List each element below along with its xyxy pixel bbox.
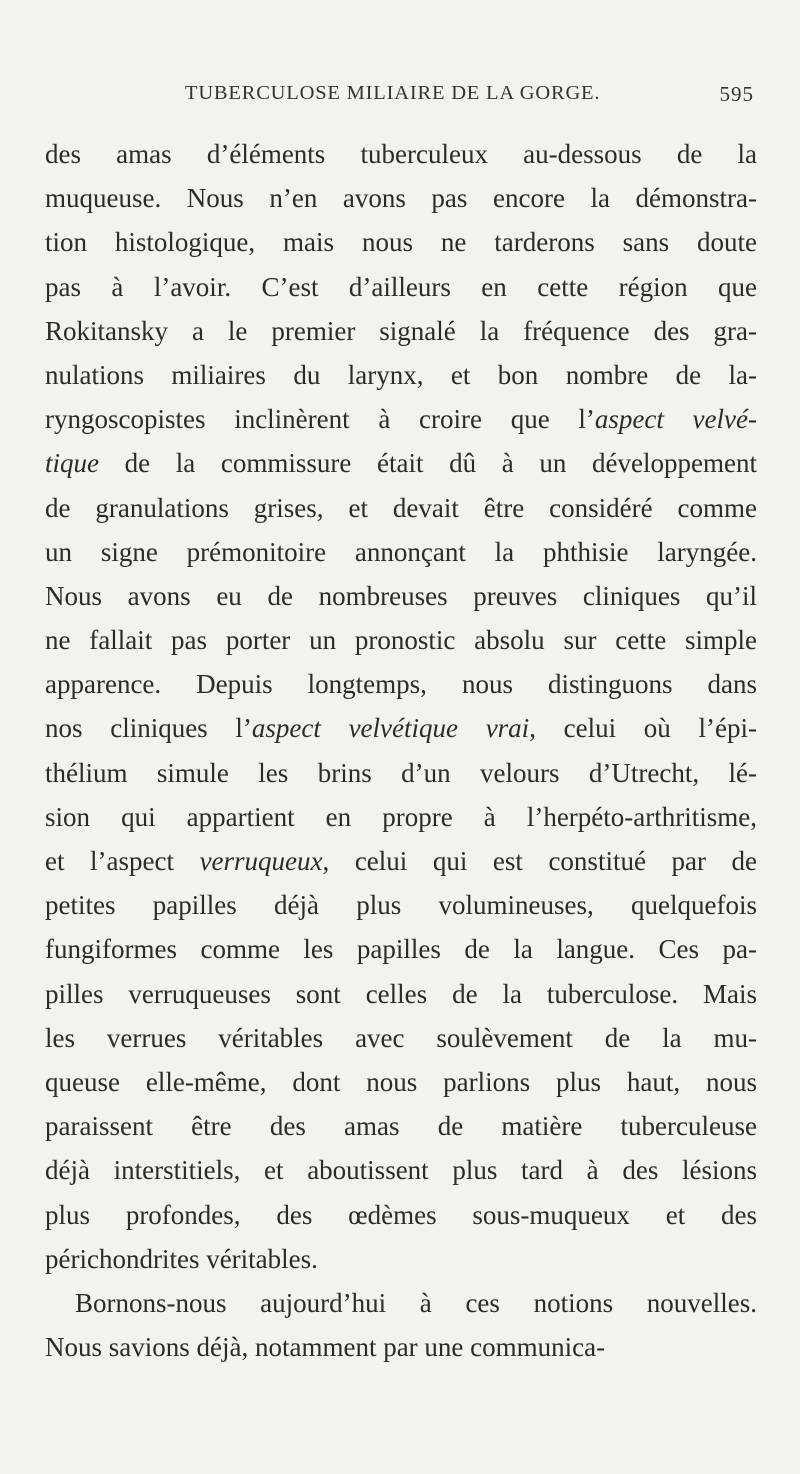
- text-line: [45, 1281, 757, 1325]
- text-line: [45, 397, 757, 441]
- italic-text: aspect velvé-: [594, 404, 757, 435]
- text-run: , celui où l’épi-: [529, 713, 757, 744]
- text-line: [45, 574, 757, 618]
- text-run: fungiformes comme les papilles de la langue. Ces pa-: [45, 934, 757, 965]
- text-run: déjà interstitiels, et aboutissent plus tard à des lésions: [45, 1155, 757, 1186]
- text-run: muqueuse. Nous n’en avons pas encore la démonstra-: [45, 183, 757, 214]
- text-run: petites papilles déjà plus volumineuses, quelquefois: [45, 890, 757, 921]
- italic-text: aspect velvétique vrai: [251, 713, 530, 744]
- text-line: [45, 795, 757, 839]
- text-run: de la commissure était dû à un développement: [99, 448, 757, 479]
- text-line: [45, 1060, 757, 1104]
- text-line: [45, 220, 757, 264]
- text-run: , celui qui est constitué par de: [322, 846, 757, 876]
- text-line: [45, 441, 757, 485]
- text-line: [45, 353, 757, 397]
- text-run: nos cliniques l’: [45, 713, 252, 744]
- text-run: Nous avons eu de nombreuses preuves cliniques qu’il: [45, 580, 757, 611]
- text-line: [45, 1148, 757, 1192]
- text-line: [45, 1104, 757, 1148]
- text-run: thélium simule les brins d’un velours d’Utrecht, lé-: [45, 757, 757, 788]
- text-run: de granulations grises, et devait être considéré comme: [45, 492, 757, 523]
- text-line: [45, 751, 757, 795]
- text-line: [45, 309, 757, 353]
- italic-text: tique: [45, 448, 99, 479]
- text-line: [45, 1193, 757, 1237]
- text-run: pilles verruqueuses sont celles de la tuberculose. Mais: [45, 978, 757, 1009]
- text-run: tion histologique, mais nous ne tarderons sans doute: [45, 227, 757, 258]
- body-text: [45, 132, 757, 1369]
- text-line: [45, 176, 757, 220]
- running-head: [0, 82, 800, 118]
- page-number: 595: [719, 82, 754, 106]
- text-run: Nous savions déjà, notamment par une communica-: [45, 1332, 606, 1363]
- text-line: [45, 530, 757, 574]
- text-line: [45, 883, 757, 927]
- text-run: paraissent être des amas de matière tuberculeuse: [45, 1111, 757, 1142]
- text-run: périchondrites véritables.: [45, 1243, 318, 1274]
- text-line: [45, 972, 757, 1016]
- text-run: pas à l’avoir. C’est d’ailleurs en cette région que: [45, 271, 757, 302]
- text-run: ryngoscopistes inclinèrent à croire que l’: [45, 404, 595, 435]
- text-run: Bornons-nous aujourd’hui à ces notions nouvelles.: [75, 1287, 757, 1318]
- text-line: [45, 1325, 757, 1369]
- text-run: queuse elle-même, dont nous parlions plus haut, nous: [45, 1066, 757, 1097]
- text-line: [45, 265, 757, 309]
- text-line: [45, 1237, 757, 1281]
- text-line: [45, 132, 757, 176]
- text-run: Rokitansky a le premier signalé la fréquence des gra-: [45, 315, 757, 346]
- text-line: [45, 839, 757, 883]
- text-run: ne fallait pas porter un pronostic absolu sur cette simple: [45, 625, 757, 656]
- italic-text: verruqueux: [199, 846, 323, 876]
- text-line: [45, 706, 757, 750]
- text-run: sion qui appartient en propre à l’herpéto-arthritisme,: [45, 801, 757, 832]
- text-line: [45, 1016, 757, 1060]
- text-line: [45, 927, 757, 971]
- text-run: un signe prémonitoire annonçant la phthisie laryngée.: [45, 536, 757, 567]
- text-run: apparence. Depuis longtemps, nous distinguons dans: [45, 669, 757, 700]
- text-run: nulations miliaires du larynx, et bon nombre de la-: [45, 359, 757, 390]
- text-line: [45, 662, 757, 706]
- text-run: plus profondes, des œdèmes sous-muqueux et des: [45, 1199, 757, 1230]
- running-title: TUBERCULOSE MILIAIRE DE LA GORGE.: [185, 82, 601, 104]
- text-line: [45, 618, 757, 662]
- text-run: et l’aspect: [45, 846, 200, 876]
- text-run: des amas d’éléments tuberculeux au-dessous de la: [45, 139, 757, 169]
- text-line: [45, 486, 757, 530]
- text-run: les verrues véritables avec soulèvement de la mu-: [45, 1022, 757, 1053]
